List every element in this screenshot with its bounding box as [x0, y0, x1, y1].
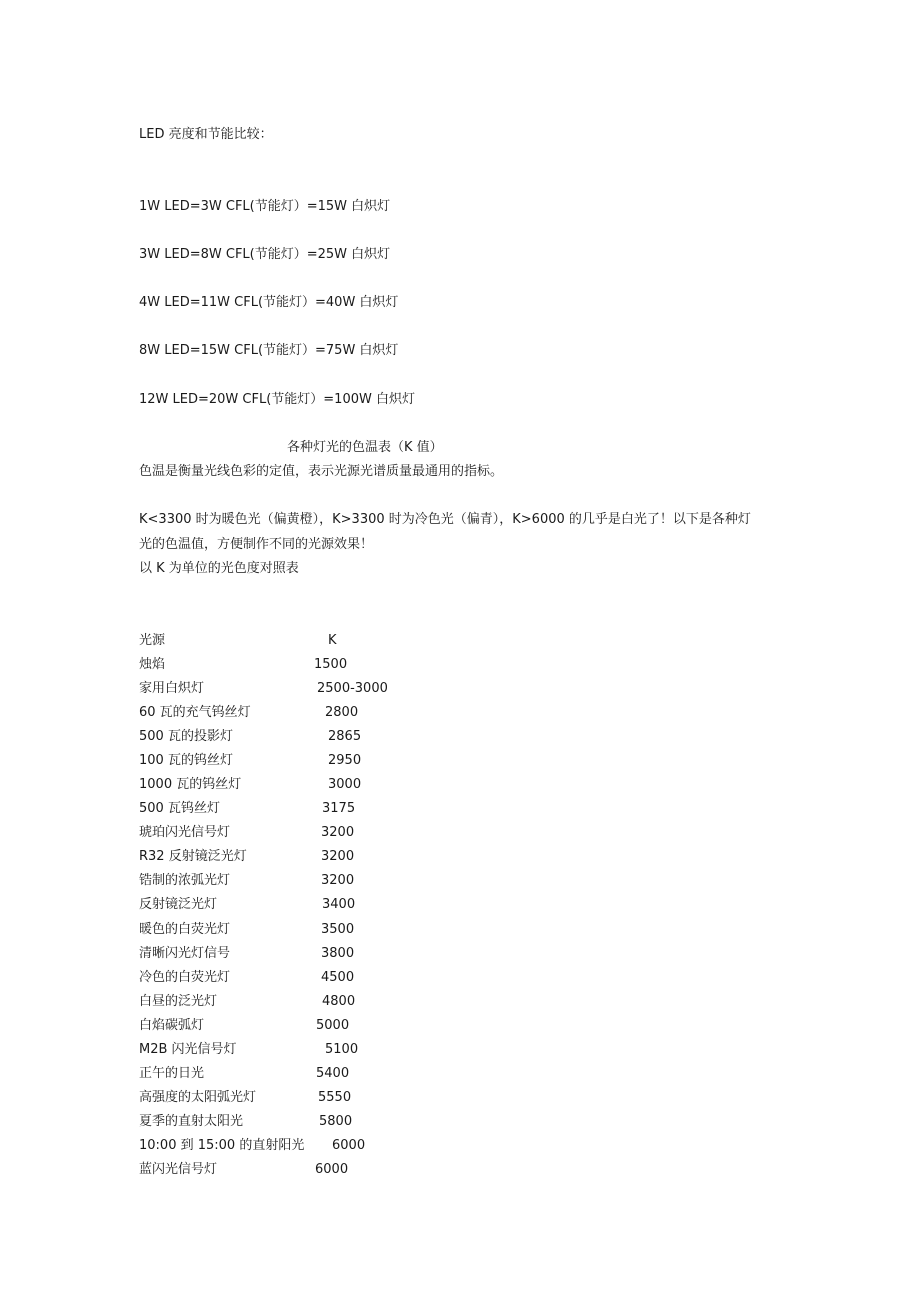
row-value: 6000	[315, 1162, 349, 1177]
row-source: 清晰闪光灯信号	[139, 946, 231, 961]
row-value: 3500	[321, 922, 355, 937]
row-value: 2865	[328, 729, 362, 744]
row-value: 5800	[319, 1114, 353, 1129]
comparison-line: 3W LED=8W CFL(节能灯）=25W 白炽灯	[139, 247, 391, 262]
row-source: 琥珀闪光信号灯	[139, 825, 231, 840]
row-value: 6000	[332, 1138, 366, 1153]
color-temp-title: 各种灯光的色温表（K 值）	[287, 440, 443, 455]
color-temp-note-line2: 光的色温值，方便制作不同的光源效果！	[139, 537, 374, 552]
comparison-line: 12W LED=20W CFL(节能灯）=100W 白炽灯	[139, 392, 415, 407]
row-source: R32 反射镜泛光灯	[139, 849, 247, 864]
row-source: 1000 瓦的钨丝灯	[139, 777, 242, 792]
row-value: 2800	[325, 705, 359, 720]
row-value: 3200	[321, 825, 355, 840]
row-source: 烛焰	[139, 657, 166, 672]
row-source: M2B 闪光信号灯	[139, 1042, 237, 1057]
color-temp-note-line1: K<3300 时为暖色光（偏黄橙），K>3300 时为冷色光（偏青），K>6000 的几乎是白光了！以下是各种灯	[139, 512, 751, 527]
row-source: 冷色的白荧光灯	[139, 970, 231, 985]
row-source: 60 瓦的充气钨丝灯	[139, 705, 251, 720]
row-value: 5100	[325, 1042, 359, 1057]
table-header-value: K	[328, 633, 337, 648]
row-value: 5550	[318, 1090, 352, 1105]
row-source: 白昼的泛光灯	[139, 994, 218, 1009]
comparison-line: 8W LED=15W CFL(节能灯）=75W 白炽灯	[139, 343, 399, 358]
comparison-line: 1W LED=3W CFL(节能灯）=15W 白炽灯	[139, 199, 391, 214]
row-value: 5400	[316, 1066, 350, 1081]
row-value: 3000	[328, 777, 362, 792]
comparison-line: 4W LED=11W CFL(节能灯）=40W 白炽灯	[139, 295, 399, 310]
row-source: 高强度的太阳弧光灯	[139, 1090, 257, 1105]
row-source: 10:00 到 15:00 的直射阳光	[139, 1138, 305, 1153]
row-value: 3200	[321, 873, 355, 888]
table-header-source: 光源	[139, 633, 166, 648]
row-source: 正午的日光	[139, 1066, 205, 1081]
row-value: 1500	[314, 657, 348, 672]
row-source: 100 瓦的钨丝灯	[139, 753, 233, 768]
row-value: 4800	[322, 994, 356, 1009]
row-source: 锆制的浓弧光灯	[139, 873, 231, 888]
row-source: 500 瓦的投影灯	[139, 729, 233, 744]
row-value: 2950	[328, 753, 362, 768]
row-value: 3175	[322, 801, 356, 816]
row-source: 蓝闪光信号灯	[139, 1162, 218, 1177]
row-value: 3200	[321, 849, 355, 864]
row-source: 白焰碳弧灯	[139, 1018, 205, 1033]
intro-heading: LED 亮度和节能比较：	[139, 127, 273, 142]
row-source: 暖色的白荧光灯	[139, 922, 231, 937]
row-source: 家用白炽灯	[139, 681, 205, 696]
row-value: 2500-3000	[317, 681, 388, 696]
table-caption: 以 K 为单位的光色度对照表	[139, 561, 299, 576]
row-source: 反射镜泛光灯	[139, 897, 218, 912]
row-value: 5000	[316, 1018, 350, 1033]
row-value: 3800	[321, 946, 355, 961]
row-value: 4500	[321, 970, 355, 985]
row-source: 夏季的直射太阳光	[139, 1114, 244, 1129]
row-value: 3400	[322, 897, 356, 912]
row-source: 500 瓦钨丝灯	[139, 801, 220, 816]
color-temp-definition: 色温是衡量光线色彩的定值，表示光源光谱质量最通用的指标。	[139, 464, 504, 479]
